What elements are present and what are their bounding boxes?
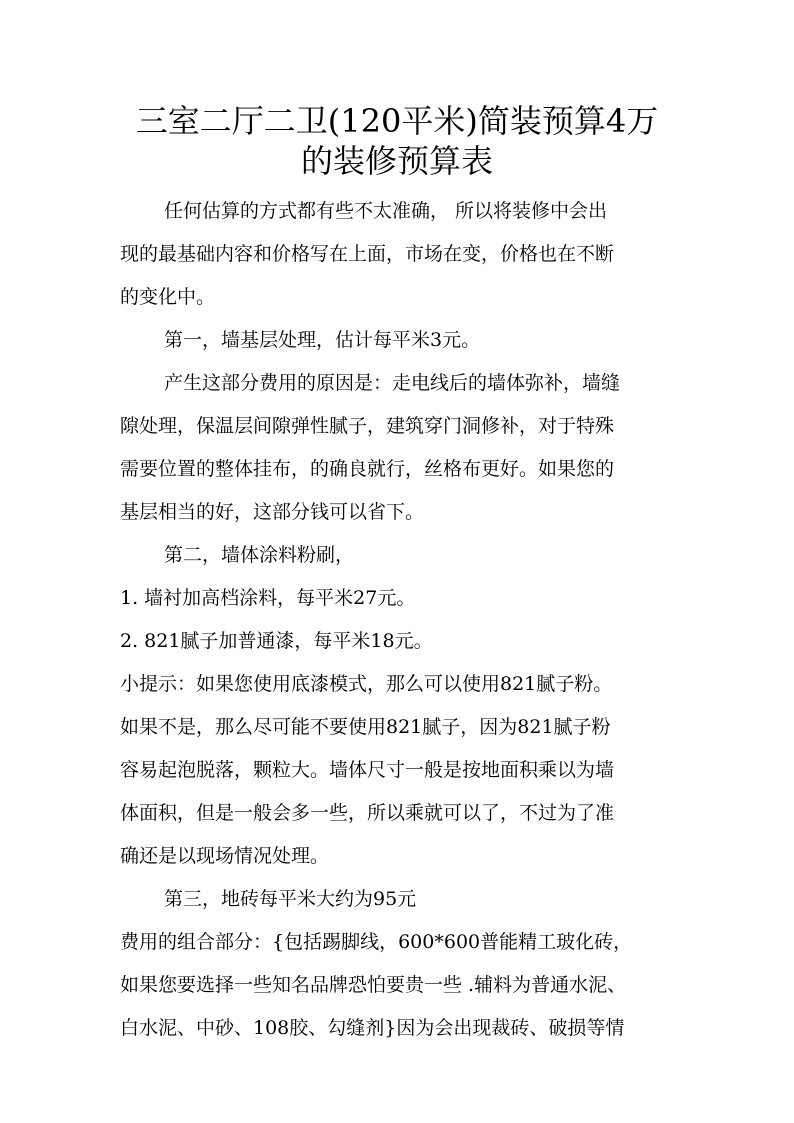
paragraph-floor-tile-line-3: 白水泥、中砂、108胶、勾缝剂}因为会出现裁砖、破损等情: [120, 1017, 625, 1039]
paragraph-wall-base-line-1: 产生这部分费用的原因是：走电线后的墙体弥补，墙缝: [164, 372, 621, 394]
paragraph-intro-line-2: 现的最基础内容和价格写在上面，市场在变，价格也在不断: [120, 243, 615, 265]
tip-line-4: 体面积，但是一般会多一些，所以乘就可以了，不过为了准: [120, 802, 615, 824]
paragraph-intro-line-1: 任何估算的方式都有些不太准确， 所以将装修中会出: [164, 200, 608, 222]
section-heading-wall-base: 第一，墙基层处理，估计每平米3元。: [164, 329, 481, 351]
list-item-2: 2. 821腻子加普通漆，每平米18元。: [120, 630, 433, 652]
tip-line-2: 如果不是，那么尽可能不要使用821腻子，因为821腻子粉: [120, 716, 611, 738]
paragraph-wall-base-line-3: 需要位置的整体挂布，的确良就行，丝格布更好。如果您的: [120, 458, 615, 480]
section-heading-wall-paint: 第二，墙体涂料粉刷，: [164, 544, 355, 566]
paragraph-floor-tile-line-2: 如果您要选择一些知名品牌恐怕要贵一些 .辅料为普通水泥、: [120, 974, 627, 996]
section-heading-floor-tile: 第三，地砖每平米大约为95元: [164, 888, 417, 910]
paragraph-wall-base-line-2: 隙处理，保温层间隙弹性腻子，建筑穿门洞修补，对于特殊: [120, 415, 615, 437]
paragraph-intro-line-3: 的变化中。: [120, 286, 216, 308]
tip-line-1: 小提示：如果您使用底漆模式，那么可以使用821腻子粉。: [120, 673, 613, 695]
document-title-line-2: 的装修预算表: [300, 142, 493, 180]
tip-line-5: 确还是以现场情况处理。: [120, 845, 330, 867]
tip-line-3: 容易起泡脱落，颗粒大。墙体尺寸一般是按地面积乘以为墙: [120, 759, 615, 781]
list-item-1: 1. 墙衬加高档涂料，每平米27元。: [120, 587, 416, 609]
paragraph-wall-base-line-4: 基层相当的好，这部分钱可以省下。: [120, 501, 425, 523]
document-title-line-1: 三室二厅二卫(120平米)简装预算4万: [135, 102, 659, 140]
paragraph-floor-tile-line-1: 费用的组合部分：{包括踢脚线，600*600普能精工玻化砖，: [120, 931, 633, 953]
